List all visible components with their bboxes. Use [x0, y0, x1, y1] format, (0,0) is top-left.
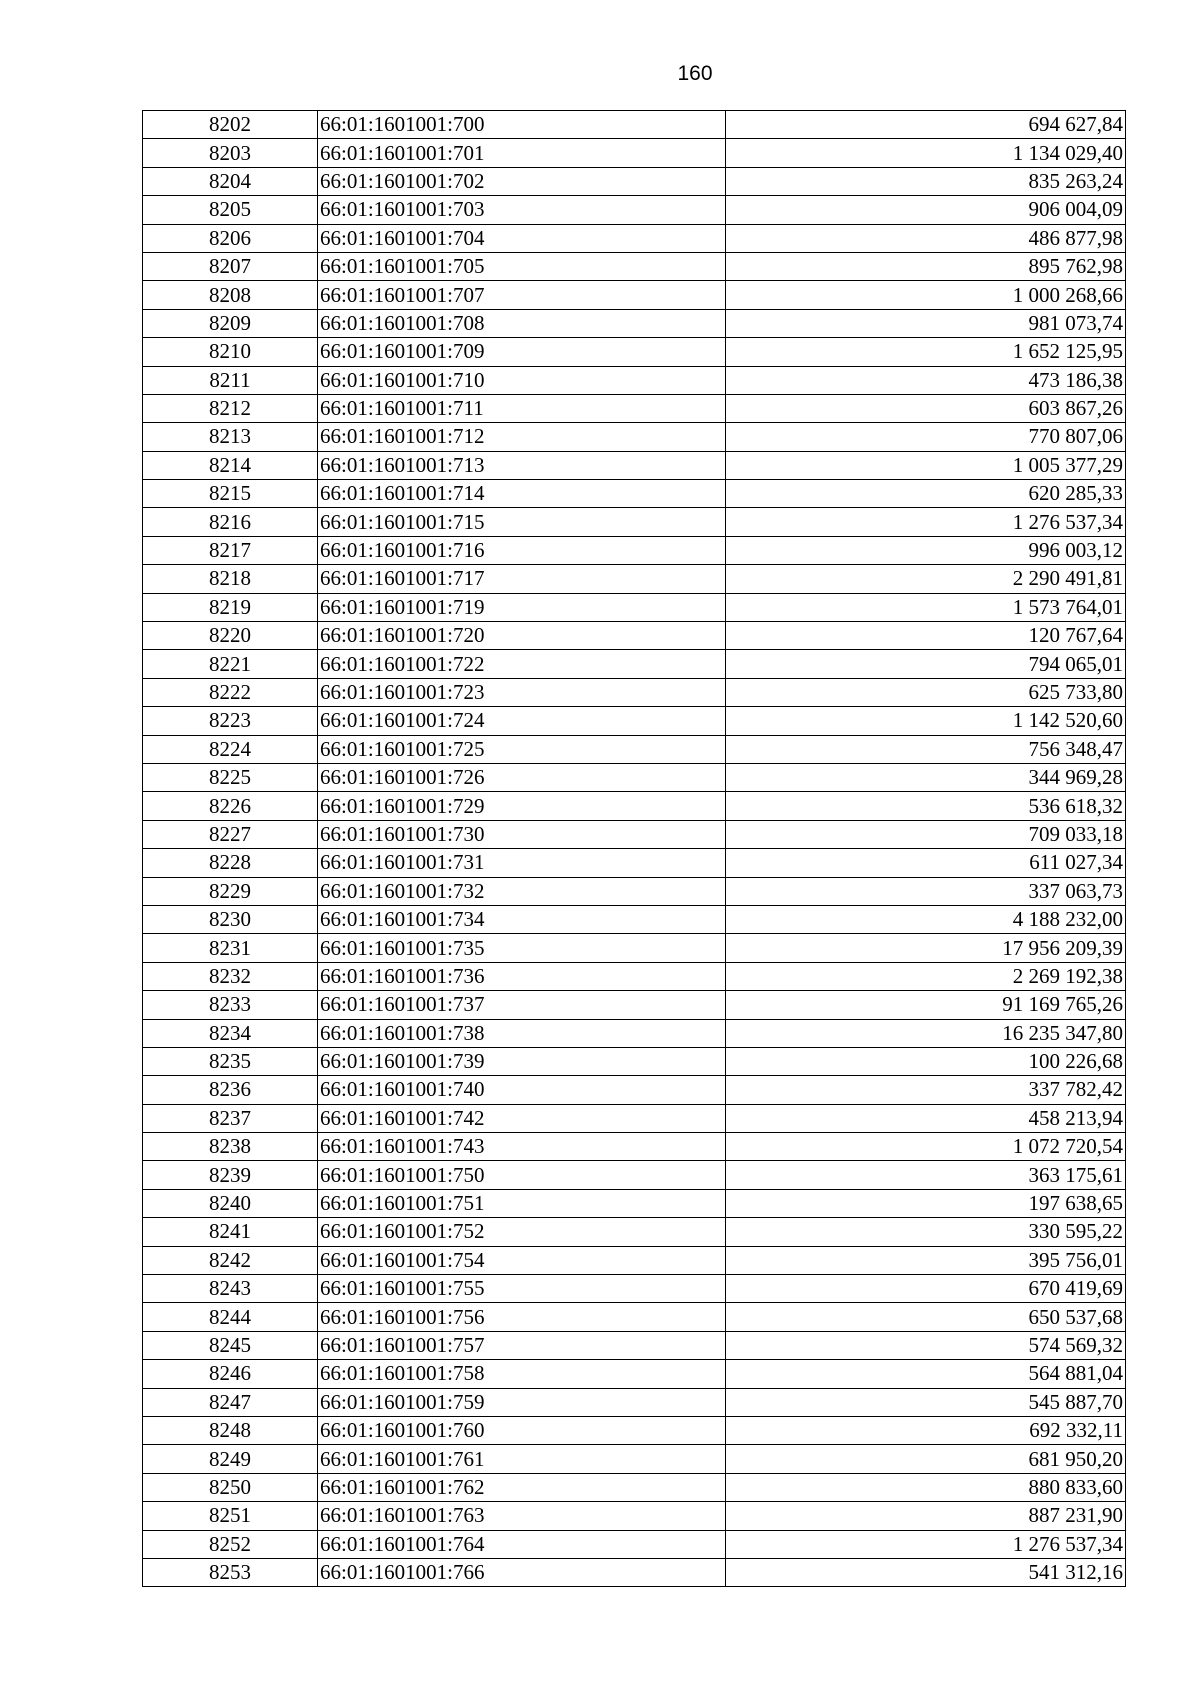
- cadastral-value-cell: 681 950,20: [726, 1445, 1126, 1473]
- row-number-cell: 8246: [143, 1360, 318, 1388]
- row-number-cell: 8242: [143, 1246, 318, 1274]
- cadastral-value-cell: 458 213,94: [726, 1104, 1126, 1132]
- cadastral-value-cell: 694 627,84: [726, 111, 1126, 139]
- cadastral-number-cell: 66:01:1601001:743: [318, 1133, 726, 1161]
- cadastral-value-cell: 1 134 029,40: [726, 139, 1126, 167]
- table-row: [143, 650, 1126, 678]
- table-row: [143, 849, 1126, 877]
- cadastral-value-cell: 906 004,09: [726, 196, 1126, 224]
- cadastral-number-cell: 66:01:1601001:735: [318, 934, 726, 962]
- cadastral-number-cell: 66:01:1601001:723: [318, 678, 726, 706]
- row-number-cell: 8221: [143, 650, 318, 678]
- cadastral-value-cell: 895 762,98: [726, 252, 1126, 280]
- row-number-cell: 8206: [143, 224, 318, 252]
- cadastral-number-cell: 66:01:1601001:707: [318, 281, 726, 309]
- cadastral-number-cell: 66:01:1601001:716: [318, 536, 726, 564]
- table-row: [143, 1047, 1126, 1075]
- table-row: [143, 1445, 1126, 1473]
- table-row: [143, 1019, 1126, 1047]
- cadastral-value-table: [142, 110, 1126, 1587]
- cadastral-value-cell: 620 285,33: [726, 480, 1126, 508]
- cadastral-number-cell: 66:01:1601001:710: [318, 366, 726, 394]
- table-row: [143, 139, 1126, 167]
- row-number-cell: 8202: [143, 111, 318, 139]
- cadastral-value-cell: 330 595,22: [726, 1218, 1126, 1246]
- table-row: [143, 338, 1126, 366]
- row-number-cell: 8238: [143, 1133, 318, 1161]
- row-number-cell: 8204: [143, 167, 318, 195]
- cadastral-value-cell: 794 065,01: [726, 650, 1126, 678]
- row-number-cell: 8231: [143, 934, 318, 962]
- cadastral-value-cell: 692 332,11: [726, 1416, 1126, 1444]
- cadastral-number-cell: 66:01:1601001:762: [318, 1473, 726, 1501]
- cadastral-number-cell: 66:01:1601001:732: [318, 877, 726, 905]
- row-number-cell: 8245: [143, 1331, 318, 1359]
- cadastral-number-cell: 66:01:1601001:714: [318, 480, 726, 508]
- row-number-cell: 8210: [143, 338, 318, 366]
- table-row: [143, 593, 1126, 621]
- cadastral-value-cell: 545 887,70: [726, 1388, 1126, 1416]
- table-row: [143, 622, 1126, 650]
- row-number-cell: 8236: [143, 1076, 318, 1104]
- cadastral-number-cell: 66:01:1601001:739: [318, 1047, 726, 1075]
- table-row: [143, 1388, 1126, 1416]
- cadastral-value-cell: 2 290 491,81: [726, 565, 1126, 593]
- row-number-cell: 8219: [143, 593, 318, 621]
- table-row: [143, 1218, 1126, 1246]
- row-number-cell: 8214: [143, 451, 318, 479]
- cadastral-value-cell: 1 142 520,60: [726, 707, 1126, 735]
- cadastral-value-cell: 603 867,26: [726, 394, 1126, 422]
- table-row: [143, 309, 1126, 337]
- table-row: [143, 707, 1126, 735]
- cadastral-number-cell: 66:01:1601001:726: [318, 763, 726, 791]
- row-number-cell: 8235: [143, 1047, 318, 1075]
- row-number-cell: 8233: [143, 991, 318, 1019]
- cadastral-number-cell: 66:01:1601001:734: [318, 905, 726, 933]
- row-number-cell: 8240: [143, 1189, 318, 1217]
- cadastral-number-cell: 66:01:1601001:702: [318, 167, 726, 195]
- cadastral-value-cell: 756 348,47: [726, 735, 1126, 763]
- row-number-cell: 8213: [143, 423, 318, 451]
- cadastral-value-cell: 981 073,74: [726, 309, 1126, 337]
- cadastral-number-cell: 66:01:1601001:758: [318, 1360, 726, 1388]
- row-number-cell: 8218: [143, 565, 318, 593]
- table-row: [143, 167, 1126, 195]
- table-row: [143, 196, 1126, 224]
- cadastral-value-cell: 611 027,34: [726, 849, 1126, 877]
- row-number-cell: 8227: [143, 820, 318, 848]
- table-row: [143, 991, 1126, 1019]
- table-row: [143, 281, 1126, 309]
- cadastral-number-cell: 66:01:1601001:760: [318, 1416, 726, 1444]
- cadastral-number-cell: 66:01:1601001:705: [318, 252, 726, 280]
- cadastral-number-cell: 66:01:1601001:737: [318, 991, 726, 1019]
- cadastral-number-cell: 66:01:1601001:764: [318, 1530, 726, 1558]
- row-number-cell: 8239: [143, 1161, 318, 1189]
- table-row: [143, 508, 1126, 536]
- row-number-cell: 8216: [143, 508, 318, 536]
- row-number-cell: 8253: [143, 1558, 318, 1586]
- cadastral-number-cell: 66:01:1601001:731: [318, 849, 726, 877]
- row-number-cell: 8224: [143, 735, 318, 763]
- cadastral-number-cell: 66:01:1601001:729: [318, 792, 726, 820]
- cadastral-value-cell: 650 537,68: [726, 1303, 1126, 1331]
- table-row: [143, 1161, 1126, 1189]
- cadastral-value-cell: 473 186,38: [726, 366, 1126, 394]
- table-row: [143, 252, 1126, 280]
- cadastral-value-cell: 1 652 125,95: [726, 338, 1126, 366]
- row-number-cell: 8247: [143, 1388, 318, 1416]
- table-body: [143, 111, 1126, 1587]
- cadastral-number-cell: 66:01:1601001:763: [318, 1502, 726, 1530]
- row-number-cell: 8244: [143, 1303, 318, 1331]
- cadastral-value-cell: 1 276 537,34: [726, 508, 1126, 536]
- table-row: [143, 1104, 1126, 1132]
- cadastral-number-cell: 66:01:1601001:715: [318, 508, 726, 536]
- cadastral-number-cell: 66:01:1601001:736: [318, 962, 726, 990]
- cadastral-number-cell: 66:01:1601001:754: [318, 1246, 726, 1274]
- cadastral-number-cell: 66:01:1601001:725: [318, 735, 726, 763]
- table-row: [143, 1076, 1126, 1104]
- cadastral-number-cell: 66:01:1601001:730: [318, 820, 726, 848]
- cadastral-value-cell: 2 269 192,38: [726, 962, 1126, 990]
- cadastral-value-cell: 197 638,65: [726, 1189, 1126, 1217]
- cadastral-value-cell: 574 569,32: [726, 1331, 1126, 1359]
- table-row: [143, 366, 1126, 394]
- cadastral-number-cell: 66:01:1601001:712: [318, 423, 726, 451]
- table-row: [143, 1331, 1126, 1359]
- cadastral-number-cell: 66:01:1601001:742: [318, 1104, 726, 1132]
- page-number: 160: [677, 62, 713, 85]
- cadastral-number-cell: 66:01:1601001:766: [318, 1558, 726, 1586]
- table-row: [143, 1416, 1126, 1444]
- row-number-cell: 8229: [143, 877, 318, 905]
- cadastral-value-cell: 770 807,06: [726, 423, 1126, 451]
- cadastral-value-cell: 1 000 268,66: [726, 281, 1126, 309]
- cadastral-number-cell: 66:01:1601001:759: [318, 1388, 726, 1416]
- cadastral-number-cell: 66:01:1601001:738: [318, 1019, 726, 1047]
- table-row: [143, 1189, 1126, 1217]
- cadastral-number-cell: 66:01:1601001:756: [318, 1303, 726, 1331]
- cadastral-value-cell: 625 733,80: [726, 678, 1126, 706]
- cadastral-value-cell: 1 276 537,34: [726, 1530, 1126, 1558]
- cadastral-number-cell: 66:01:1601001:709: [318, 338, 726, 366]
- table-row: [143, 1530, 1126, 1558]
- cadastral-number-cell: 66:01:1601001:701: [318, 139, 726, 167]
- row-number-cell: 8230: [143, 905, 318, 933]
- cadastral-value-cell: 4 188 232,00: [726, 905, 1126, 933]
- table-row: [143, 565, 1126, 593]
- cadastral-value-cell: 395 756,01: [726, 1246, 1126, 1274]
- cadastral-value-cell: 100 226,68: [726, 1047, 1126, 1075]
- table-row: [143, 1473, 1126, 1501]
- cadastral-value-cell: 344 969,28: [726, 763, 1126, 791]
- cadastral-value-cell: 670 419,69: [726, 1275, 1126, 1303]
- table-row: [143, 877, 1126, 905]
- cadastral-value-cell: 1 005 377,29: [726, 451, 1126, 479]
- cadastral-number-cell: 66:01:1601001:757: [318, 1331, 726, 1359]
- cadastral-value-cell: 486 877,98: [726, 224, 1126, 252]
- cadastral-value-cell: 536 618,32: [726, 792, 1126, 820]
- cadastral-number-cell: 66:01:1601001:740: [318, 1076, 726, 1104]
- cadastral-number-cell: 66:01:1601001:752: [318, 1218, 726, 1246]
- cadastral-number-cell: 66:01:1601001:751: [318, 1189, 726, 1217]
- row-number-cell: 8251: [143, 1502, 318, 1530]
- table-row: [143, 1133, 1126, 1161]
- cadastral-number-cell: 66:01:1601001:711: [318, 394, 726, 422]
- cadastral-value-cell: 564 881,04: [726, 1360, 1126, 1388]
- table-row: [143, 678, 1126, 706]
- cadastral-value-cell: 835 263,24: [726, 167, 1126, 195]
- row-number-cell: 8232: [143, 962, 318, 990]
- row-number-cell: 8203: [143, 139, 318, 167]
- row-number-cell: 8226: [143, 792, 318, 820]
- cadastral-number-cell: 66:01:1601001:703: [318, 196, 726, 224]
- row-number-cell: 8220: [143, 622, 318, 650]
- cadastral-number-cell: 66:01:1601001:722: [318, 650, 726, 678]
- row-number-cell: 8208: [143, 281, 318, 309]
- row-number-cell: 8223: [143, 707, 318, 735]
- table-row: [143, 735, 1126, 763]
- table-row: [143, 1246, 1126, 1274]
- row-number-cell: 8222: [143, 678, 318, 706]
- cadastral-number-cell: 66:01:1601001:719: [318, 593, 726, 621]
- cadastral-value-cell: 337 063,73: [726, 877, 1126, 905]
- cadastral-number-cell: 66:01:1601001:755: [318, 1275, 726, 1303]
- cadastral-number-cell: 66:01:1601001:720: [318, 622, 726, 650]
- table-row: [143, 1275, 1126, 1303]
- row-number-cell: 8241: [143, 1218, 318, 1246]
- row-number-cell: 8249: [143, 1445, 318, 1473]
- cadastral-value-cell: 1 072 720,54: [726, 1133, 1126, 1161]
- row-number-cell: 8217: [143, 536, 318, 564]
- cadastral-number-cell: 66:01:1601001:700: [318, 111, 726, 139]
- cadastral-value-cell: 16 235 347,80: [726, 1019, 1126, 1047]
- cadastral-value-cell: 91 169 765,26: [726, 991, 1126, 1019]
- row-number-cell: 8215: [143, 480, 318, 508]
- cadastral-value-cell: 1 573 764,01: [726, 593, 1126, 621]
- row-number-cell: 8211: [143, 366, 318, 394]
- table-row: [143, 1303, 1126, 1331]
- cadastral-number-cell: 66:01:1601001:708: [318, 309, 726, 337]
- cadastral-number-cell: 66:01:1601001:750: [318, 1161, 726, 1189]
- cadastral-value-cell: 996 003,12: [726, 536, 1126, 564]
- cadastral-number-cell: 66:01:1601001:704: [318, 224, 726, 252]
- table-row: [143, 763, 1126, 791]
- row-number-cell: 8248: [143, 1416, 318, 1444]
- table-row: [143, 905, 1126, 933]
- cadastral-number-cell: 66:01:1601001:717: [318, 565, 726, 593]
- table-row: [143, 1502, 1126, 1530]
- cadastral-value-cell: 17 956 209,39: [726, 934, 1126, 962]
- table-row: [143, 1360, 1126, 1388]
- table-row: [143, 1558, 1126, 1586]
- row-number-cell: 8252: [143, 1530, 318, 1558]
- cadastral-value-cell: 120 767,64: [726, 622, 1126, 650]
- row-number-cell: 8209: [143, 309, 318, 337]
- cadastral-value-cell: 887 231,90: [726, 1502, 1126, 1530]
- cadastral-number-cell: 66:01:1601001:724: [318, 707, 726, 735]
- table-row: [143, 934, 1126, 962]
- cadastral-value-cell: 363 175,61: [726, 1161, 1126, 1189]
- cadastral-value-cell: 880 833,60: [726, 1473, 1126, 1501]
- table-row: [143, 111, 1126, 139]
- row-number-cell: 8207: [143, 252, 318, 280]
- table-row: [143, 820, 1126, 848]
- table-row: [143, 394, 1126, 422]
- row-number-cell: 8250: [143, 1473, 318, 1501]
- table-row: [143, 792, 1126, 820]
- table-row: [143, 423, 1126, 451]
- table-row: [143, 962, 1126, 990]
- row-number-cell: 8225: [143, 763, 318, 791]
- cadastral-number-cell: 66:01:1601001:761: [318, 1445, 726, 1473]
- table-row: [143, 536, 1126, 564]
- row-number-cell: 8205: [143, 196, 318, 224]
- table-row: [143, 480, 1126, 508]
- table-row: [143, 451, 1126, 479]
- row-number-cell: 8228: [143, 849, 318, 877]
- cadastral-value-cell: 337 782,42: [726, 1076, 1126, 1104]
- row-number-cell: 8234: [143, 1019, 318, 1047]
- cadastral-value-cell: 541 312,16: [726, 1558, 1126, 1586]
- row-number-cell: 8212: [143, 394, 318, 422]
- cadastral-number-cell: 66:01:1601001:713: [318, 451, 726, 479]
- table-row: [143, 224, 1126, 252]
- cadastral-value-cell: 709 033,18: [726, 820, 1126, 848]
- row-number-cell: 8237: [143, 1104, 318, 1132]
- row-number-cell: 8243: [143, 1275, 318, 1303]
